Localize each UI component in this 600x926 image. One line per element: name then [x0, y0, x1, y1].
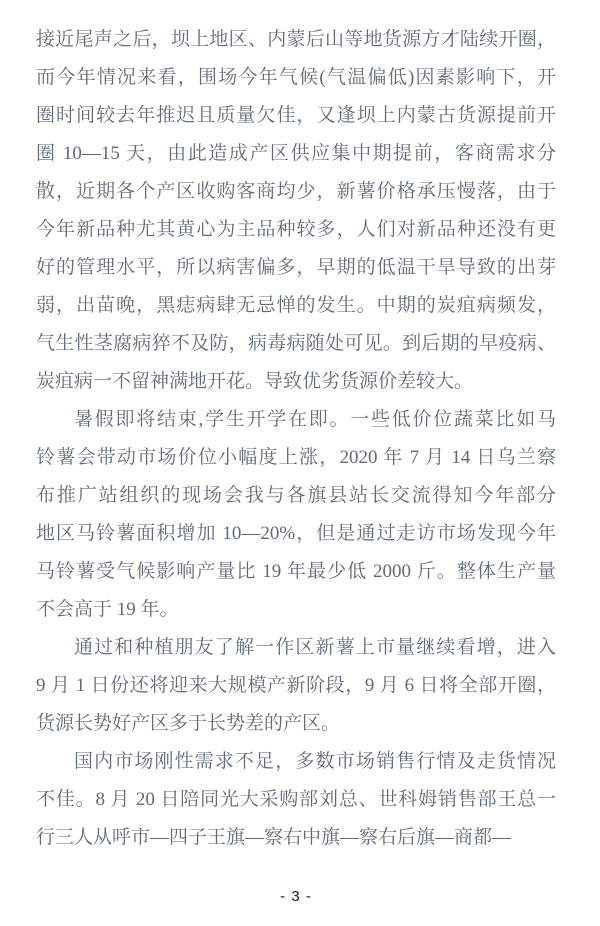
text-line: 而今年情况来看，围场今年气候(气温偏低)因素影响下，开	[36, 67, 556, 88]
page-number: - 3 -	[280, 888, 312, 905]
text-line: 接近尾声之后，坝上地区、内蒙后山等地货源方才陆续开圈，	[36, 29, 556, 50]
text-line: 圈时间较去年推迟且质量欠佳，又逢坝上内蒙古货源提前开	[36, 105, 556, 126]
text-line: 散，近期各个产区收购客商均少，新薯价格承压慢落，由于	[36, 181, 556, 202]
text-line: 不会高于 19 年。	[36, 599, 179, 620]
text-line: 国内市场刚性需求不足，多数市场销售行情及走货情况	[74, 751, 556, 772]
text-line: 布推广站组织的现场会我与各旗县站长交流得知今年部分	[36, 485, 556, 506]
paragraph	[36, 629, 556, 743]
text-line: 气生性茎腐病猝不及防，病毒病随处可见。到后期的早疫病、	[36, 333, 556, 354]
paragraph	[36, 401, 556, 629]
text-line: 铃薯会带动市场价位小幅度上涨，2020 年 7 月 14 日乌兰察	[36, 447, 556, 468]
text-line: 圈 10—15 天，由此造成产区供应集中期提前，客商需求分	[36, 143, 556, 164]
text-line: 行三人从呼市—四子王旗—察右中旗—察右后旗—商都—	[36, 827, 512, 848]
text-line: 货源长势好产区多于长势差的产区。	[36, 713, 341, 734]
text-line: 马铃薯受气候影响产量比 19 年最少低 2000 斤。整体生产量	[36, 561, 556, 582]
page-footer	[0, 888, 592, 906]
text-line: 暑假即将结束,学生开学在即。一些低价位蔬菜比如马	[74, 409, 556, 430]
text-line: 9 月 1 日份还将迎来大规模产新阶段，9 月 6 日将全部开圈，	[36, 675, 556, 696]
text-line: 不佳。8 月 20 日陪同光大采购部刘总、世科姆销售部王总一	[36, 789, 556, 810]
paragraph	[36, 743, 556, 857]
text-line: 今年新品种尤其黄心为主品种较多，人们对新品种还没有更	[36, 219, 556, 240]
paragraph	[36, 21, 556, 401]
text-line: 通过和种植朋友了解一作区新薯上市量继续看增，进入	[74, 637, 556, 658]
text-line: 地区马铃薯面积增加 10—20%，但是通过走访市场发现今年	[36, 523, 556, 544]
text-line: 炭疽病一不留神满地开花。导致优劣货源价差较大。	[36, 371, 474, 392]
text-line: 好的管理水平，所以病害偏多，早期的低温干旱导致的出芽	[36, 257, 556, 278]
document-text	[36, 21, 556, 857]
text-line: 弱，出苗晚，黑痣病肆无忌惮的发生。中期的炭疽病频发，	[36, 295, 556, 316]
